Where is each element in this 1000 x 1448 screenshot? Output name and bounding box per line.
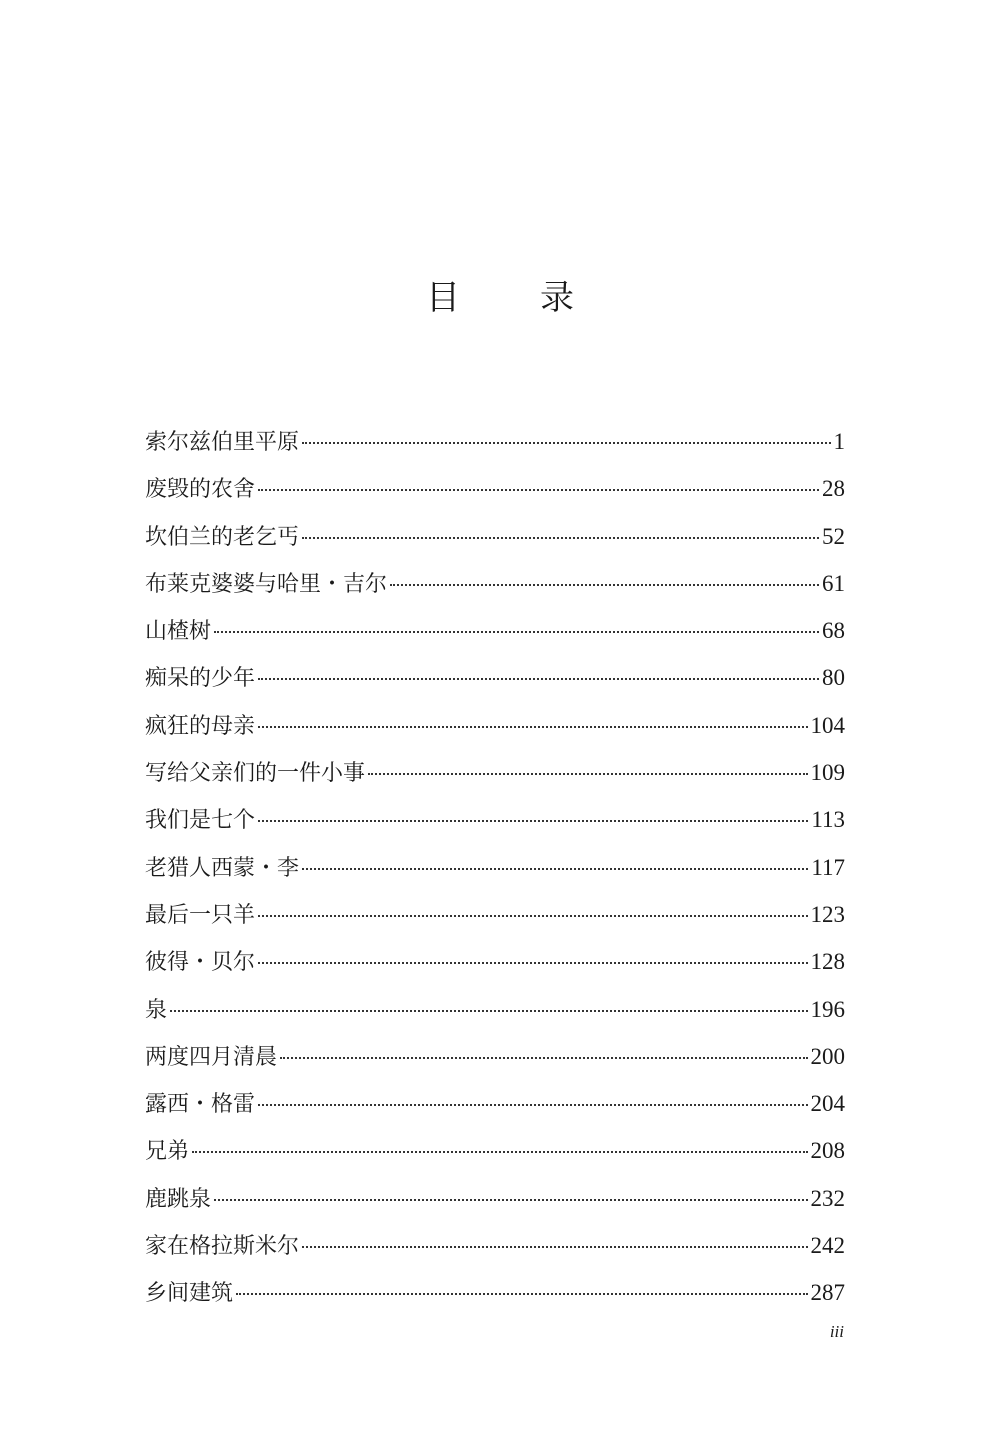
toc-entry-title: 露西・格雷 [145,1092,256,1118]
toc-entry-title: 山楂树 [145,619,212,645]
toc-entry[interactable] [145,1080,845,1127]
toc-entry-page: 242 [810,1233,845,1259]
toc-entry[interactable] [145,844,845,891]
dot-leader [170,1009,807,1012]
toc-entry-title: 鹿跳泉 [145,1186,212,1212]
toc-entry-page: 80 [822,665,845,691]
dot-leader [302,1245,807,1248]
dot-leader [258,677,819,680]
table-of-contents [145,418,845,1317]
toc-entry-title: 我们是七个 [145,808,256,834]
toc-entry-page: 123 [810,901,845,927]
toc-entry[interactable] [145,513,845,560]
page-title-char: 目 [426,278,460,318]
toc-entry-title: 索尔兹伯里平原 [145,430,300,455]
toc-entry-title: 痴呆的少年 [145,666,256,692]
toc-entry[interactable] [145,1033,845,1080]
toc-entry-page: 68 [822,618,845,644]
toc-entry-title: 乡间建筑 [145,1281,234,1307]
toc-entry-title: 废毁的农舍 [145,477,256,503]
toc-entry-page: 109 [810,760,845,786]
toc-entry-page: 232 [810,1185,845,1211]
toc-entry-page: 117 [811,854,845,880]
toc-entry-page: 113 [811,807,845,833]
toc-entry-title: 老猎人西蒙・李 [145,855,300,881]
dot-leader [280,1056,807,1059]
toc-entry[interactable] [145,938,845,985]
toc-entry-page: 196 [810,996,845,1022]
toc-entry[interactable] [145,560,845,607]
dot-leader [302,441,830,444]
dot-leader [214,1198,807,1201]
toc-entry[interactable] [145,749,845,796]
toc-entry-page: 287 [810,1280,845,1306]
toc-entry-page: 52 [822,523,845,549]
toc-entry[interactable] [145,891,845,938]
toc-entry-page: 1 [833,429,845,454]
toc-entry-page: 28 [822,476,845,502]
toc-entry[interactable] [145,702,845,749]
dot-leader [258,725,807,728]
dot-leader [390,583,819,586]
toc-entry[interactable] [145,1269,845,1316]
toc-entry-page: 204 [810,1091,845,1117]
toc-entry[interactable] [145,654,845,701]
toc-entry-title: 最后一只羊 [145,902,256,928]
toc-entry-title: 疯狂的母亲 [145,713,256,739]
toc-entry-page: 208 [810,1138,845,1164]
toc-entry[interactable] [145,607,845,654]
dot-leader [258,914,807,917]
dot-leader [302,867,808,870]
dot-leader [258,1103,807,1106]
toc-entry[interactable] [145,1222,845,1269]
toc-entry-title: 两度四月清晨 [145,1044,278,1070]
dot-leader [236,1292,807,1295]
toc-entry-page: 104 [810,712,845,738]
dot-leader [302,536,819,539]
toc-entry-page: 200 [810,1043,845,1069]
toc-entry-page: 61 [822,570,845,596]
dot-leader [258,819,808,822]
toc-entry-title: 坎伯兰的老乞丐 [145,524,300,550]
toc-entry-title: 布莱克婆婆与哈里・吉尔 [145,571,388,597]
toc-entry[interactable] [145,796,845,843]
page-title [0,270,1000,319]
toc-entry-title: 兄弟 [145,1139,190,1165]
toc-entry-title: 彼得・贝尔 [145,950,256,976]
dot-leader [214,630,819,633]
toc-entry-title: 泉 [145,997,168,1023]
dot-leader [368,772,807,775]
toc-entry-title: 家在格拉斯米尔 [145,1234,300,1260]
dot-leader [258,488,819,491]
toc-entry-page: 128 [810,949,845,975]
page-number-folio: iii [829,1322,844,1341]
toc-entry[interactable] [145,418,845,465]
toc-entry[interactable] [145,1127,845,1174]
toc-entry-title: 写给父亲们的一件小事 [145,761,366,787]
dot-leader [258,961,807,964]
toc-entry[interactable] [145,986,845,1033]
toc-entry[interactable] [145,1175,845,1222]
toc-entry[interactable] [145,465,845,512]
page-title-char: 录 [540,278,574,318]
dot-leader [192,1150,807,1153]
